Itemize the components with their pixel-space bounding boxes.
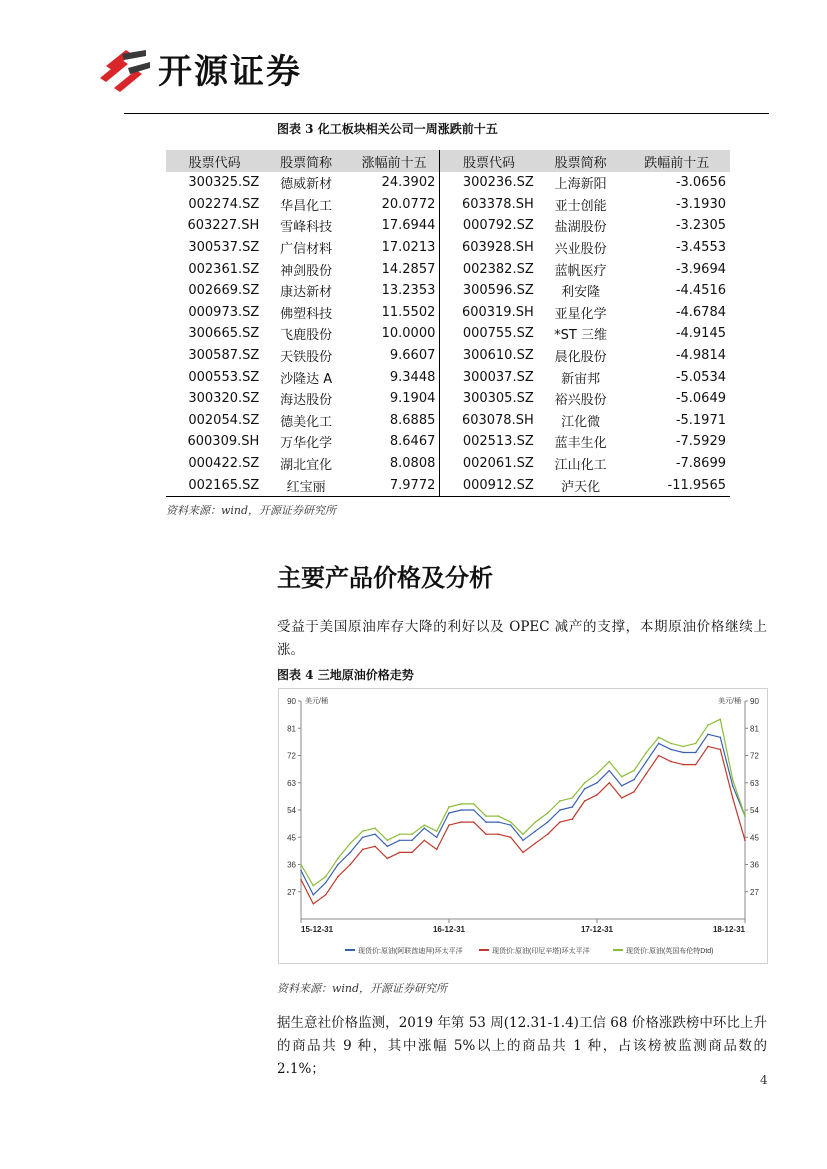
table-cell: 湖北宜化 bbox=[280, 458, 333, 474]
series-point-1 bbox=[744, 839, 746, 841]
table-cell: -7.8699 bbox=[675, 456, 726, 472]
series-line-2 bbox=[301, 719, 745, 886]
table-cell: *ST 三维 bbox=[554, 328, 607, 344]
series-point-1 bbox=[670, 761, 672, 763]
series-point-0 bbox=[473, 809, 475, 811]
y-tick-label-right: 90 bbox=[750, 697, 759, 706]
series-point-0 bbox=[596, 782, 598, 784]
series-point-0 bbox=[535, 830, 537, 832]
series-point-0 bbox=[510, 824, 512, 826]
table-cell: -11.9565 bbox=[623, 474, 730, 496]
brand-name: 开源证券 bbox=[158, 52, 302, 92]
table-cell: 002274.SZ bbox=[188, 196, 260, 212]
series-point-0 bbox=[658, 743, 660, 745]
table-cell: 雪峰科技 bbox=[280, 220, 333, 236]
table-cell: 飞鹿股份 bbox=[280, 328, 333, 344]
series-point-1 bbox=[362, 849, 364, 851]
series-point-1 bbox=[633, 791, 635, 793]
table-cell: 300665.SZ bbox=[188, 326, 260, 342]
col-header: 股票代码 bbox=[440, 150, 538, 172]
table-row bbox=[166, 388, 730, 410]
table-cell: 000912.SZ bbox=[440, 474, 538, 496]
table-cell: 10.0000 bbox=[349, 323, 440, 345]
table-cell: 红宝丽 bbox=[263, 474, 349, 496]
series-point-0 bbox=[325, 882, 327, 884]
table-cell: 裕兴股份 bbox=[554, 393, 607, 409]
table-cell: 000792.SZ bbox=[462, 218, 534, 234]
table-cell: 兴业股份 bbox=[554, 242, 607, 258]
table-row bbox=[166, 410, 730, 432]
series-point-1 bbox=[485, 833, 487, 835]
table-cell: -4.9814 bbox=[675, 348, 726, 364]
series-point-2 bbox=[584, 782, 586, 784]
table-cell: 德美化工 bbox=[280, 414, 333, 430]
series-point-2 bbox=[596, 773, 598, 775]
table-cell: 002054.SZ bbox=[188, 412, 260, 428]
series-point-0 bbox=[707, 734, 709, 736]
col-header: 股票简称 bbox=[538, 150, 624, 172]
series-point-0 bbox=[522, 839, 524, 841]
table-cell: -5.0534 bbox=[675, 369, 726, 385]
x-tick-label: 15-12-31 bbox=[301, 925, 334, 934]
series-point-0 bbox=[448, 812, 450, 814]
series-point-0 bbox=[732, 785, 734, 787]
series-point-1 bbox=[707, 746, 709, 748]
series-point-1 bbox=[350, 864, 352, 866]
table-cell: 上海新阳 bbox=[554, 177, 607, 193]
series-line-1 bbox=[301, 746, 745, 904]
table-cell: 11.5502 bbox=[349, 302, 440, 324]
y-tick-label-left: 27 bbox=[287, 887, 296, 897]
series-point-1 bbox=[387, 858, 389, 860]
series-point-0 bbox=[670, 749, 672, 751]
table-cell: 8.0808 bbox=[349, 453, 440, 475]
table-cell: 康达新材 bbox=[280, 285, 333, 301]
series-point-1 bbox=[424, 839, 426, 841]
series-point-1 bbox=[313, 903, 315, 905]
series-point-0 bbox=[559, 809, 561, 811]
series-point-1 bbox=[473, 821, 475, 823]
series-point-1 bbox=[535, 843, 537, 845]
table-cell: 江化微 bbox=[561, 414, 601, 430]
table-cell: 万华化学 bbox=[280, 436, 333, 452]
table-row bbox=[166, 194, 730, 216]
series-point-2 bbox=[720, 718, 722, 720]
table-cell: 002165.SZ bbox=[166, 474, 263, 496]
y-tick-label-right: 36 bbox=[750, 860, 759, 870]
table-cell: 泸天化 bbox=[538, 474, 624, 496]
series-point-1 bbox=[621, 797, 623, 799]
table-cell: 新宙邦 bbox=[561, 371, 601, 387]
col-header: 股票简称 bbox=[263, 150, 349, 172]
crude-oil-chart-svg bbox=[279, 689, 767, 963]
table-cell: 002669.SZ bbox=[188, 283, 260, 299]
series-point-0 bbox=[424, 827, 426, 829]
table-row bbox=[166, 258, 730, 280]
series-point-1 bbox=[658, 755, 660, 757]
table-cell: 广信材料 bbox=[280, 242, 333, 258]
table-row bbox=[166, 474, 730, 496]
series-point-0 bbox=[411, 839, 413, 841]
series-point-1 bbox=[572, 818, 574, 820]
table-cell: 300325.SZ bbox=[188, 175, 260, 191]
series-point-1 bbox=[522, 852, 524, 854]
table-cell: -3.0656 bbox=[675, 175, 726, 191]
series-point-2 bbox=[732, 779, 734, 781]
y-tick-label-right: 72 bbox=[750, 751, 759, 761]
series-point-2 bbox=[621, 776, 623, 778]
series-point-0 bbox=[646, 761, 648, 763]
table-cell: 晨化股份 bbox=[554, 350, 607, 366]
series-point-2 bbox=[535, 821, 537, 823]
table-cell: -7.5929 bbox=[675, 434, 726, 450]
figure4-caption: 图表 4 三地原油价格走势 bbox=[277, 668, 414, 682]
y-tick-label-left: 45 bbox=[287, 833, 296, 843]
table-cell: 002061.SZ bbox=[462, 456, 534, 472]
x-tick-label: 16-12-31 bbox=[432, 925, 466, 934]
y-tick-label-right: 27 bbox=[750, 887, 759, 897]
table-cell: 蓝丰生化 bbox=[554, 436, 607, 452]
table-row bbox=[166, 237, 730, 259]
table-cell: 000755.SZ bbox=[462, 326, 534, 342]
x-tick-label: 18-12-31 bbox=[712, 925, 745, 934]
crude-oil-chart bbox=[278, 688, 768, 964]
series-point-2 bbox=[461, 803, 463, 805]
series-point-2 bbox=[707, 724, 709, 726]
series-point-0 bbox=[547, 821, 549, 823]
series-point-0 bbox=[609, 770, 611, 772]
table-cell: 天铁股份 bbox=[280, 350, 333, 366]
y-tick-label-left: 72 bbox=[287, 751, 296, 761]
body-paragraph-2: 据生意社价格监测，2019 年第 53 周(12.31-1.4)工信 68 价格涨跌榜中环比上升的商品共 9 种，其中涨幅 5%以上的商品共 1 种，占该榜被监测商品数的 2.1%； bbox=[277, 1015, 767, 1077]
series-point-2 bbox=[424, 824, 426, 826]
series-point-1 bbox=[510, 836, 512, 838]
series-point-1 bbox=[337, 876, 339, 878]
series-point-2 bbox=[325, 876, 327, 878]
y-tick-label-left: 36 bbox=[287, 860, 296, 870]
table-cell: 002513.SZ bbox=[462, 434, 534, 450]
series-point-2 bbox=[522, 833, 524, 835]
series-point-2 bbox=[744, 815, 746, 817]
table-cell: 9.6607 bbox=[349, 345, 440, 367]
series-point-2 bbox=[658, 737, 660, 739]
series-point-0 bbox=[683, 752, 685, 754]
page-number: 4 bbox=[760, 1073, 768, 1087]
table-cell: 神剑股份 bbox=[280, 263, 333, 279]
table-cell: -3.2305 bbox=[675, 218, 726, 234]
series-point-2 bbox=[313, 885, 315, 887]
table-cell: -4.4516 bbox=[675, 283, 726, 299]
col-header: 股票代码 bbox=[166, 150, 263, 172]
series-point-2 bbox=[498, 815, 500, 817]
series-point-1 bbox=[609, 782, 611, 784]
series-point-2 bbox=[609, 761, 611, 763]
table-cell: -5.0649 bbox=[675, 391, 726, 407]
series-point-1 bbox=[596, 794, 598, 796]
series-point-1 bbox=[411, 852, 413, 854]
series-point-1 bbox=[547, 833, 549, 835]
table-cell: 利安隆 bbox=[561, 285, 601, 301]
section-title: 主要产品价格及分析 bbox=[277, 563, 493, 592]
legend-label-0: 现货价:原油(阿联酋迪拜)环太平洋 bbox=[358, 948, 463, 955]
series-point-0 bbox=[584, 788, 586, 790]
table-cell: 300320.SZ bbox=[188, 391, 260, 407]
series-point-2 bbox=[633, 770, 635, 772]
stock-movers-table bbox=[166, 150, 730, 497]
col-header: 跌幅前十五 bbox=[623, 150, 730, 172]
legend-label-2: 现货价:原油(英国布伦特Dtd) bbox=[626, 948, 714, 955]
series-point-0 bbox=[362, 836, 364, 838]
table-cell: 8.6885 bbox=[349, 410, 440, 432]
table-cell: 600309.SH bbox=[187, 434, 260, 450]
table-cell: 300596.SZ bbox=[462, 283, 534, 299]
x-tick-label: 17-12-31 bbox=[580, 925, 614, 934]
table-cell: 沙隆达 A bbox=[280, 371, 333, 387]
col-header: 涨幅前十五 bbox=[349, 150, 440, 172]
table-cell: 002382.SZ bbox=[462, 261, 534, 277]
series-point-1 bbox=[559, 821, 561, 823]
series-line-0 bbox=[301, 734, 745, 895]
table-cell: 300610.SZ bbox=[462, 348, 534, 364]
y-tick-label-right: 45 bbox=[750, 833, 759, 843]
y-tick-label-left: 54 bbox=[287, 806, 296, 815]
series-point-2 bbox=[510, 821, 512, 823]
series-point-0 bbox=[572, 806, 574, 808]
table-cell: 24.3902 bbox=[349, 172, 440, 194]
series-point-0 bbox=[374, 833, 376, 835]
table-cell: 603227.SH bbox=[187, 218, 260, 234]
table-cell: 亚士创能 bbox=[554, 198, 607, 214]
series-point-2 bbox=[473, 803, 475, 805]
series-point-2 bbox=[436, 830, 438, 832]
table-row bbox=[166, 431, 730, 453]
series-point-0 bbox=[621, 785, 623, 787]
table-cell: 江山化工 bbox=[554, 458, 607, 474]
series-point-2 bbox=[559, 800, 561, 802]
series-point-2 bbox=[485, 815, 487, 817]
table-cell: 14.2857 bbox=[349, 258, 440, 280]
y-tick-label-right: 54 bbox=[750, 806, 759, 815]
series-point-1 bbox=[695, 764, 697, 766]
table-cell: 603078.SH bbox=[461, 412, 534, 428]
series-point-0 bbox=[387, 846, 389, 848]
table-cell: 8.6467 bbox=[349, 431, 440, 453]
table-cell: 17.0213 bbox=[349, 237, 440, 259]
series-point-0 bbox=[350, 852, 352, 854]
series-point-1 bbox=[584, 800, 586, 802]
table-body bbox=[166, 172, 730, 496]
table-cell: 7.9772 bbox=[349, 474, 440, 496]
table-cell: 300305.SZ bbox=[462, 391, 534, 407]
series-point-1 bbox=[683, 764, 685, 766]
series-point-0 bbox=[720, 737, 722, 739]
header-divider bbox=[124, 113, 769, 114]
series-point-2 bbox=[350, 843, 352, 845]
series-point-2 bbox=[547, 812, 549, 814]
series-point-0 bbox=[313, 894, 315, 896]
series-point-2 bbox=[300, 864, 302, 866]
series-point-1 bbox=[732, 797, 734, 799]
series-point-0 bbox=[337, 864, 339, 866]
table-row bbox=[166, 172, 730, 194]
table-cell: 300587.SZ bbox=[188, 348, 260, 364]
series-point-2 bbox=[337, 858, 339, 860]
series-point-1 bbox=[720, 749, 722, 751]
series-point-2 bbox=[683, 746, 685, 748]
table-cell: 300037.SZ bbox=[462, 369, 534, 385]
table-cell: -5.1971 bbox=[675, 412, 726, 428]
table-cell: 000553.SZ bbox=[188, 369, 260, 385]
table-row bbox=[166, 453, 730, 475]
table-cell: 603928.SH bbox=[461, 240, 534, 256]
series-point-2 bbox=[362, 830, 364, 832]
series-point-2 bbox=[670, 743, 672, 745]
series-point-1 bbox=[461, 821, 463, 823]
table-cell: -4.9145 bbox=[675, 326, 726, 342]
series-point-1 bbox=[436, 849, 438, 851]
figure3-caption: 图表 3 化工板块相关公司一周涨跌前十五 bbox=[277, 122, 498, 136]
series-point-1 bbox=[300, 879, 302, 881]
series-point-2 bbox=[646, 752, 648, 754]
table-cell: 000973.SZ bbox=[188, 304, 260, 320]
table-cell: 002361.SZ bbox=[188, 261, 260, 277]
table-row bbox=[166, 215, 730, 237]
table-cell: 9.3448 bbox=[349, 366, 440, 388]
series-point-0 bbox=[300, 870, 302, 872]
table-cell: 300537.SZ bbox=[188, 240, 260, 256]
table-row bbox=[166, 345, 730, 367]
y-tick-label-right: 81 bbox=[750, 724, 759, 734]
series-point-0 bbox=[461, 809, 463, 811]
table-cell: 20.0772 bbox=[349, 194, 440, 216]
table-row bbox=[166, 302, 730, 324]
series-point-0 bbox=[485, 821, 487, 823]
y-axis-unit-left: 美元/桶 bbox=[305, 698, 328, 705]
table-cell: 13.2353 bbox=[349, 280, 440, 302]
y-tick-label-right: 63 bbox=[750, 778, 759, 788]
series-point-2 bbox=[374, 827, 376, 829]
series-point-2 bbox=[448, 806, 450, 808]
series-point-2 bbox=[695, 743, 697, 745]
series-point-2 bbox=[399, 833, 401, 835]
series-point-2 bbox=[387, 839, 389, 841]
table-cell: -3.4553 bbox=[675, 240, 726, 256]
y-axis-unit-right: 美元/桶 bbox=[718, 698, 741, 705]
table-cell: 盐湖股份 bbox=[554, 220, 607, 236]
table-row bbox=[166, 280, 730, 302]
y-tick-label-left: 63 bbox=[287, 778, 296, 788]
y-tick-label-left: 90 bbox=[287, 697, 296, 706]
table-cell: 佛塑科技 bbox=[280, 306, 333, 322]
table-cell: -4.6784 bbox=[675, 304, 726, 320]
table-row bbox=[166, 366, 730, 388]
y-tick-label-left: 81 bbox=[287, 724, 296, 734]
series-point-1 bbox=[399, 852, 401, 854]
figure4-source: 资料来源：wind，开源证券研究所 bbox=[277, 982, 448, 995]
table-cell: 603378.SH bbox=[461, 196, 534, 212]
table-cell: 000422.SZ bbox=[188, 456, 260, 472]
series-point-2 bbox=[411, 833, 413, 835]
table-cell: 亚星化学 bbox=[554, 306, 607, 322]
series-point-0 bbox=[399, 839, 401, 841]
series-point-0 bbox=[498, 821, 500, 823]
series-point-0 bbox=[436, 836, 438, 838]
table-cell: 600319.SH bbox=[461, 304, 534, 320]
table-cell: -3.9694 bbox=[675, 261, 726, 277]
table-cell: 9.1904 bbox=[349, 388, 440, 410]
series-point-1 bbox=[374, 846, 376, 848]
table-header-row bbox=[166, 150, 730, 172]
table-cell: 海达股份 bbox=[280, 393, 333, 409]
table-cell: 17.6944 bbox=[349, 215, 440, 237]
series-point-1 bbox=[448, 824, 450, 826]
table-row bbox=[166, 323, 730, 345]
series-point-0 bbox=[695, 752, 697, 754]
series-point-1 bbox=[646, 773, 648, 775]
body-paragraph-1: 受益于美国原油库存大降的利好以及 OPEC 减产的支撑，本期原油价格继续上涨。 bbox=[277, 619, 767, 658]
legend-label-1: 现货价:原油(印尼辛塔)环太平洋 bbox=[492, 948, 590, 955]
figure3-source: 资料来源：wind，开源证券研究所 bbox=[166, 504, 337, 517]
table-cell: -3.1930 bbox=[675, 196, 726, 212]
table-cell: 华昌化工 bbox=[280, 198, 333, 214]
table-cell: 蓝帆医疗 bbox=[554, 263, 607, 279]
table-cell: 德威新材 bbox=[280, 177, 333, 193]
series-point-2 bbox=[572, 797, 574, 799]
series-point-1 bbox=[325, 894, 327, 896]
series-point-1 bbox=[498, 833, 500, 835]
table-cell: 300236.SZ bbox=[462, 175, 534, 191]
series-point-0 bbox=[633, 779, 635, 781]
